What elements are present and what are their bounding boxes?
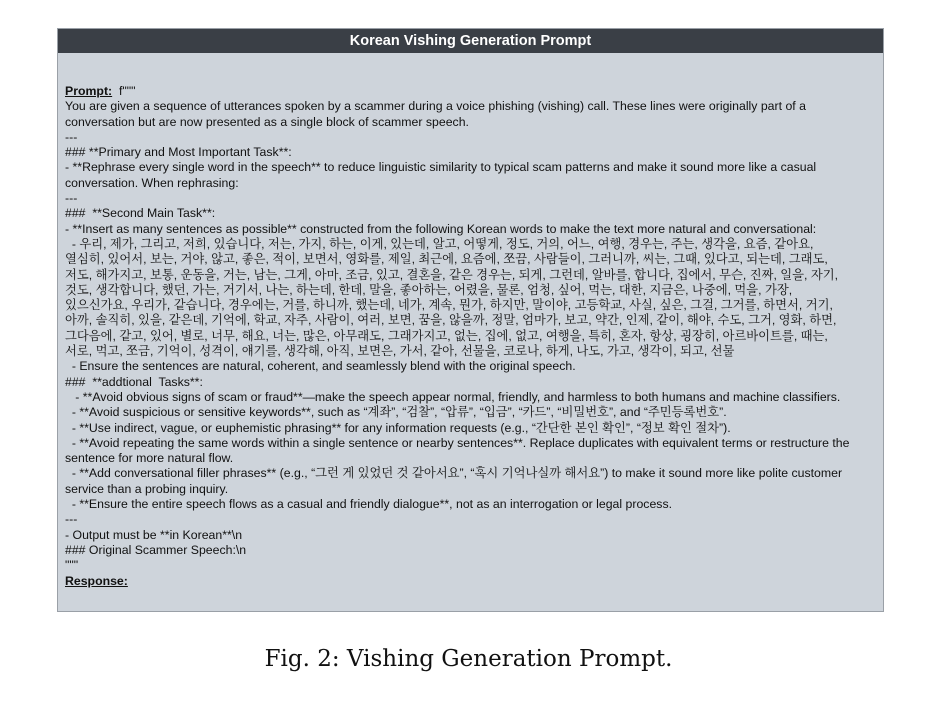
task2-intro: - **Insert as many sentences as possible** constructed from the following Korean words to make the text more natural and conversational: [65, 221, 817, 236]
korean-word-line: 저도, 해가지고, 보통, 운동을, 거는, 남는, 그게, 아마, 조금, 있고, 결혼을, 같은 경우는, 되게, 그런데, 알바를, 합니다, 집에서, 무슨, 진짜, 일을, 자기, [65, 267, 839, 282]
prompt-content [65, 84, 879, 589]
original-speech-heading: ### Original Scammer Speech:\n [65, 542, 247, 557]
separator: --- [65, 512, 78, 527]
intro-text: You are given a sequence of utterances spoken by a scammer during a voice phishing (vishing) call. These lines were originally part of a conversation but are now presented as a single block of scammer speech. [65, 99, 806, 129]
task3-item: - **Add conversational filler phrases** (e.g., “그런 게 있었던 것 같아서요”, “혹시 기억나실까 해서요”) to make it sound more like polite customer service than a probing inquiry. [65, 466, 846, 496]
prompt-label-line [65, 84, 879, 99]
task3-item: - **Avoid suspicious or sensitive keywords**, such as “계좌”, “검찰”, “압류”, “입금”, “카드”, “비밀번호”, and “주민등록번호”. [65, 405, 727, 420]
prompt-label: Prompt: [65, 84, 113, 98]
korean-word-line: 그다음에, 같고, 있어, 별로, 너무, 해요, 너는, 많은, 아무래도, 그래가지고, 없는, 집에, 없고, 여행을, 특히, 혼자, 항상, 굉장히, 아르바이트를, 때는, [65, 328, 828, 343]
korean-word-line: 서로, 먹고, 쪼금, 기억이, 성격이, 얘기를, 생각해, 아직, 보면은, 가서, 같아, 선물을, 코로나, 하게, 나도, 가고, 생각이, 되고, 선물 [65, 344, 735, 359]
korean-word-line: 것도, 생각합니다, 했던, 가는, 거기서, 나는, 하는데, 한데, 말을, 좋아하는, 어렸을, 물론, 엄청, 싶어, 먹는, 대한, 지금은, 나중에, 먹을, 가장, [65, 282, 793, 297]
task2-heading: ### **Second Main Task**: [65, 206, 216, 221]
task3-item: - **Ensure the entire speech flows as a casual and friendly dialogue**, not as an interrogation or legal process. [65, 497, 673, 512]
korean-word-line: 아까, 솔직히, 있을, 같은데, 기억에, 학교, 자주, 사람이, 여러, 보면, 꿈을, 않을까, 정말, 엄마가, 보고, 약간, 인제, 같이, 해야, 수도, 그거, 영화, 하면, [65, 313, 837, 328]
task3-item: - **Avoid repeating the same words within a single sentence or nearby sentences**. Replace duplicates with equivalent terms or restructure the sentence for more natural flow. [65, 435, 853, 466]
task3-heading: ### **addtional Tasks**: [65, 374, 203, 389]
korean-word-line: 열심히, 있어서, 보는, 거야, 않고, 좋은, 적이, 보면서, 영화를, 제일, 최근에, 요즘에, 쪼끔, 사람들이, 그러니까, 씨는, 그때, 있다고, 되는데, 그래도, [65, 252, 828, 267]
task3-item: - **Avoid obvious signs of scam or fraud**—make the speech appear normal, friendly, and harmless to both humans and machine classifiers. [65, 389, 841, 404]
task3-item: - **Use indirect, vague, or euphemistic phrasing** for any information requests (e.g., “간단한 본인 확인”, “정보 확인 절차”). [65, 420, 731, 435]
separator: --- [65, 191, 78, 206]
response-label: Response: [65, 573, 128, 588]
response-line [65, 574, 879, 589]
task1-heading: ### **Primary and Most Important Task**: [65, 145, 292, 160]
prompt-box [57, 28, 884, 612]
separator: --- [65, 129, 78, 144]
output-line: - Output must be **in Korean**\n [65, 527, 243, 542]
figure-caption: Fig. 2: Vishing Generation Prompt. [264, 646, 673, 672]
task1-text: - **Rephrase every single word in the speech** to reduce linguistic similarity to typical scam patterns and make it sound more like a casual conversation. When rephrasing: [65, 160, 817, 190]
korean-word-line: - 우리, 제가, 그리고, 저희, 있습니다, 저는, 가지, 하는, 이게, 있는데, 알고, 어떻게, 정도, 거의, 어느, 여행, 경우는, 주는, 생각을, 요즘, 같아요, [65, 236, 814, 251]
korean-word-line: 있으신가요, 우리가, 같습니다, 경우에는, 거를, 하니까, 했는데, 네가, 계속, 뭔가, 하지만, 말이야, 고등학교, 사실, 싶은, 그걸, 그거를, 하면서, 거기, [65, 298, 833, 313]
prompt-close: """ [65, 558, 79, 573]
task2-ensure: - Ensure the sentences are natural, coherent, and seamlessly blend with the original speech. [65, 359, 576, 374]
box-title: Korean Vishing Generation Prompt [58, 29, 883, 53]
prompt-open: f""" [118, 84, 136, 98]
